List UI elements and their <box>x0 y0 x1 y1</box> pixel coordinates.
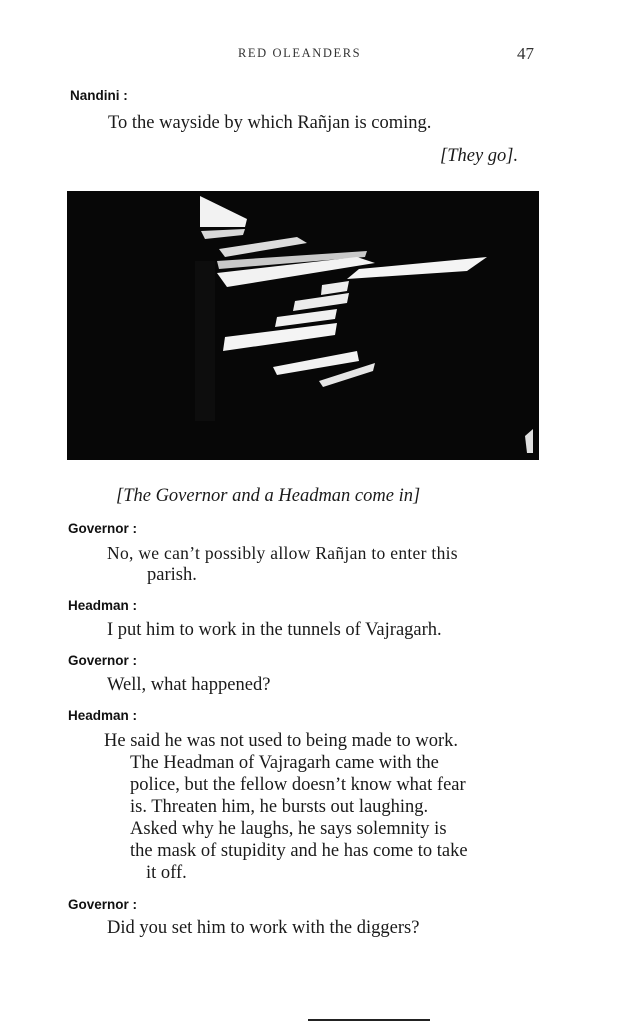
running-head: RED OLEANDERS <box>238 46 362 60</box>
dialogue-line: it off. <box>146 863 187 883</box>
dialogue-line: Asked why he laughs, he says solemnity is <box>130 819 447 839</box>
dialogue-line: No, we can’t possibly allow Rañjan to enter this <box>107 543 458 563</box>
bottom-rule <box>308 1019 430 1021</box>
dialogue-line: is. Threaten him, he bursts out laughing. <box>130 797 429 817</box>
speaker-nandini: Nandini : <box>70 88 128 103</box>
dialogue-line: The Headman of Vajragarh came with the <box>130 753 439 773</box>
speaker-governor: Governor : <box>68 653 138 668</box>
speaker-governor: Governor : <box>68 521 138 536</box>
dialogue-line: To the wayside by which Rañjan is coming. <box>108 113 432 133</box>
woodcut-illustration <box>67 191 539 460</box>
speaker-headman: Headman : <box>68 708 138 723</box>
speaker-governor: Governor : <box>68 897 138 912</box>
dialogue-line: I put him to work in the tunnels of Vajragarh. <box>107 620 442 640</box>
steps-woodcut-image <box>67 191 539 460</box>
stage-direction-entrance: [The Governor and a Headman come in] <box>116 486 421 506</box>
dialogue-line: He said he was not used to being made to work. <box>104 731 458 751</box>
dialogue-line: Did you set him to work with the diggers? <box>107 918 420 938</box>
stage-direction-they-go: [They go]. <box>440 146 519 166</box>
page-number: 47 <box>517 44 534 63</box>
speaker-headman: Headman : <box>68 598 138 613</box>
dialogue-line: Well, what happened? <box>107 675 271 695</box>
dialogue-line: police, but the fellow doesn’t know what fear <box>130 775 466 795</box>
dialogue-line: parish. <box>147 565 197 585</box>
dialogue-line: the mask of stupidity and he has come to take <box>130 841 468 861</box>
